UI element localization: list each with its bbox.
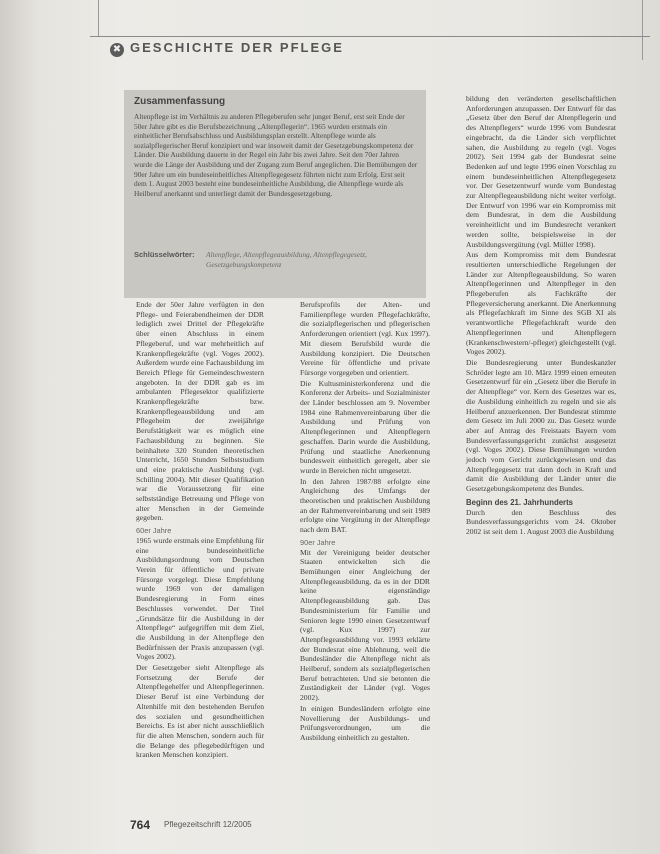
paragraph: 1965 wurde erstmals eine Empfehlung für eine bundeseinheitliche Ausbildungsordnung vom Deutschen Verein für öffentliche und private Fürsorge vorgelegt. Diese Empfehlung wurde 1969 von der damaligen Bundesregierung in Form eines Beschlusses verwendet. Der Titel „Grundsätze für die Ausbildung in der Altenpflege“ aufgegriffen mit dem Ziel, die Ausbildung in der Altenpflege den Bedürfnissen der Praxis anzupassen (vgl. Voges 2002).: [136, 535, 265, 662]
text-column-1: [136, 300, 264, 761]
paragraph: In einigen Bundesländern erfolgte eine Novellierung der Ausbildungs- und Prüfungsverordnungen, um die Ausbildung einheitlich zu gestalten.: [300, 703, 430, 742]
paragraph: Berufsprofils der Alten- und Familienpflege wurden Pflegefachkräfte, die sozialpflegerischen und pflegerischen Anforderungen orientiert (vgl. Kux 1997). Mit diesem Berufsbild wurde die Ausbildung konzipiert. Die Deutschen Vereine für öffentliche und private Fürsorge vorgegeben und orientiert.: [300, 300, 430, 377]
abstract-title: Zusammenfassung: [134, 96, 226, 107]
abstract-box: [124, 90, 426, 298]
paragraph: Durch den Beschluss des Bundesverfassungsgerichts vom 24. Oktober 2002 ist seit dem 1. August 2003 die Ausbildung: [466, 507, 616, 536]
page-number: 764: [130, 818, 151, 832]
section-heading: Beginn des 21. Jahrhunderts: [466, 497, 574, 507]
journal-name: Pflegezeitschrift 12/2005: [164, 820, 252, 829]
subheading: 90er Jahre: [300, 537, 336, 547]
paragraph: bildung den veränderten gesellschaftlichen Anforderungen anzupassen. Der Entwurf für das „Gesetz über den Beruf der Altenpflegerin und des Altenpflegers“ wurde 1996 vom Bundesrat eingebracht, da die Länder sich verpflichtet sahen, die Ausbildung zu regeln (vgl. Voges 2002). Seit 1994 gab der Bundesrat seine Bedenken auf und legte 1996 einen Vorschlag zu einem bundeseinheitlichen Altenpflegegesetz vor. Der Gesetzentwurf wurde vom Bundestag zur Altenpflegeausbildung nicht weiter verfolgt. Der Entwurf von 1996 war ein Kompromiss mit dem Bundesrat, in dem die Ausbildung vereinheitlicht und im Bundesrecht verankert werden sollte, beispielsweise in der Ausbildungsvergütung (vgl. Müller 1998).: [466, 94, 616, 249]
margin-rule: [98, 0, 99, 36]
text-column-2: [300, 300, 430, 744]
keywords-text: Altenpflege, Altenpflegeausbildung, Altenpflegegesetz, Gesetzgebungskompetenz: [206, 250, 367, 269]
subheading: 60er Jahre: [136, 526, 172, 536]
abstract-text: Altenpflege ist im Verhältnis zu anderen Pflegeberufen sehr junger Beruf, erst seit Ende der 50er Jahre gibt es die Berufsbezeichnung „Altenpflegerin“. 1965 wurden erstmals ein einheitlicher Berufsabschluss und Ausbildungsplan erstellt. Altenpflege wurde als sozialpflegerischer Beruf konzipiert und war insoweit damit der Gesetzgebungskompetenz der Länder. Die Ausbildung dauerte in der Regel ein Jahr bis zwei Jahre. Seit den 70er Jahren wurde die Länge der Ausbildung und der Zugang zum Beruf angeglichen. Die Bemühungen der 90er Jahre um ein bundeseinheitliches Altenpflegegesetz führten nicht zum Erfolg. Erst seit dem 1. August 2003 besteht eine bundeseinheitliche Ausbildung, die Altenpflege wurde als Heilberuf anerkannt und unterliegt damit der Bundesgesetzgebung.: [134, 112, 418, 198]
section-header: [90, 36, 650, 63]
section-logo-icon: ✖: [110, 43, 124, 57]
paragraph: Ende der 50er Jahre verfügten in den Pflege- und Feierabendheimen der DDR lediglich zwei Drittel der Pflegekräfte über einen Abschluss in einem Pflegeberuf, und war mehrheitlich auf Krankenpflegekräfte (vgl. Voges 2002). Außerdem wurde eine Fachausbildung im Bereich Pflege für Gemeindeschwestern angeboten. In der DDR gab es im ambulanten Pflegesektor qualifizierte Krankenpflegekräfte bzw. Krankenpflegeausbildung und am Pflegeheim der zweijährige Berufstätigkeit war es möglich eine Fachausbildung zu beginnen. Sie beinhaltete 320 Stunden theoretischen Unterricht, 1650 Stunden Selbststudium und eine praktische Ausbildung (vgl. Schilling 2004). Mit dieser Qualifikation war die Voraussetzung für eine selbstständige Betreuung und Pflege von alter Menschen in der Gemeinde gegeben.: [136, 300, 264, 523]
paragraph: Mit der Vereinigung beider deutscher Staaten entwickelten sich die Bemühungen einer Angleichung der Altenpflegeausbildung, da es in der DDR keine eigenständige Altenpflegeausbildung gab. Das Bundesministerium für Familie und Senioren legte 1990 einen Gesetzentwurf (vgl. Kux 1997) zur Altenpflegeausbildung vor. 1993 erklärte der Bundesrat eine Ablehnung, weil die Bundesländer die Altenpflege nicht als Heilberuf, sondern als sozialpflegerischen Beruf betrachteten. Und sie betonten die Zuständigkeit der Länder (vgl. Voges 2002).: [300, 547, 430, 703]
paragraph: Die Bundesregierung unter Bundeskanzler Schröder legte am 10. März 1999 einen erneuten Gesetzentwurf für ein „Gesetz über die Berufe in der Altenpflege“ vor. Kern des Gesetzes war es, die Ausbildung einheitlich zu regeln und sie als Heilberuf anzuerkennen. Der Bundesrat stimmte dem Gesetz im Juli 2000 zu. Das Gesetz wurde aber auf Antrag des Freistaats Bayern vom Bundesverfassungsgericht zunächst ausgesetzt (vgl. Voges 2002). Diese Bemühungen wurden jedoch vom Gericht zurückgewiesen und das Altenpflegegesetz trat dann doch in Kraft und damit die Ausbildung der Länder unter die Gesetzgebungskompetenz des Bundes.: [466, 357, 616, 494]
section-title: GESCHICHTE DER PFLEGE: [130, 40, 344, 55]
paragraph: Die Kultusministerkonferenz und die Konferenz der Arbeits- und Sozialminister der Länder beschlossen am 9. November 1984 eine Rahmenvereinbarung über die Ausbildung und Prüfung von Altenpflegerinnen und Altenpflegern geschaffen. Darin wurde die Ausbildung, Prüfung und staatliche Anerkennung bundesweit einheitlich geregelt, aber sie wurde in Bereichen nicht umgesetzt.: [300, 378, 430, 475]
paragraph: Der Gesetzgeber sieht Altenpflege als Fortsetzung der Berufe der Altenpflegehelfer und Altenpflegerinnen. Dieser Beruf ist eine Verbindung der Altenhilfe mit den bestehenden Berufen des sozialen und gesundheitlichen Bereichs. Es ist aber nicht ausschließlich für die alten Menschen, sondern auch für die Belange des pflegebedürftigen und kranken Menschen konzipiert.: [136, 663, 264, 760]
page-footer: [130, 818, 630, 834]
text-column-3: [466, 94, 616, 538]
paragraph: Aus dem Kompromiss mit dem Bundesrat resultierten unterschiedliche Regelungen der Länder zur Altenpflegeausbildung. So waren Altenpflegerinnen und Altenpfleger in den Pflegeberufen als Fachkräfte der Pflegeversicherung anerkannt. Die Anerkennung als Pflegefachkraft im Sinne des SGB XI als verantwortliche Pflegefachkraft wurde den Altenpflegerinnen und Altenpflegern (Krankenschwestern/-pfleger) gleichgestellt (vgl. Voges 2002).: [466, 250, 616, 357]
keywords-label: Schlüsselwörter:: [134, 250, 195, 259]
paragraph: In den Jahren 1987/88 erfolgte eine Angleichung des Umfangs der theoretischen und praktischen Ausbildung an der Rahmenvereinbarung und seit 1989 erfolgte eine Vergütung in der Altenpflege nach dem BAT.: [300, 476, 430, 535]
